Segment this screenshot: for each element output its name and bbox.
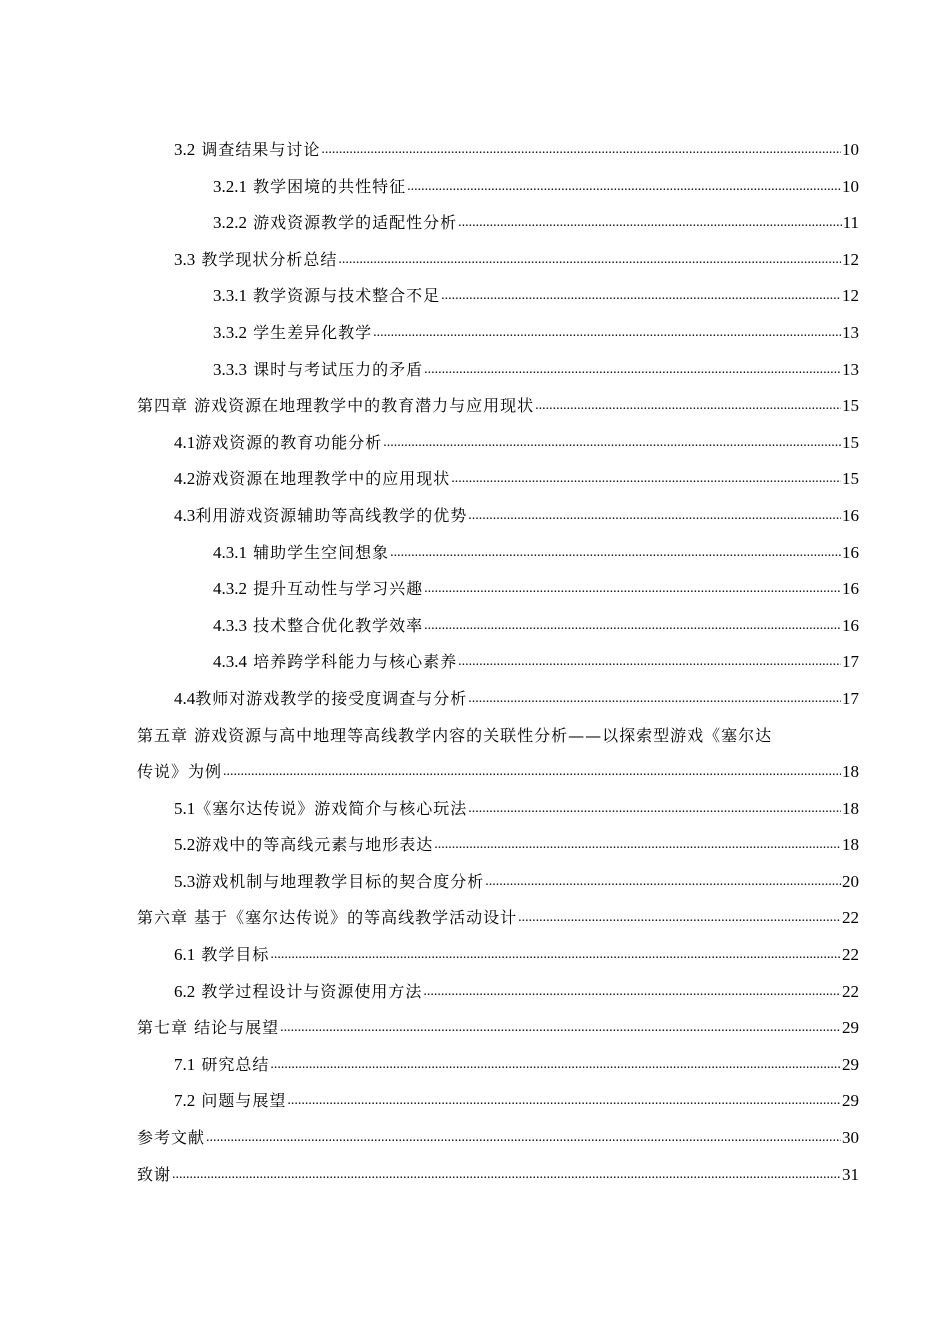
toc-entry-title	[213, 608, 423, 645]
toc-dot-leader	[280, 1010, 841, 1047]
toc-entry-number: 4.3.2	[213, 579, 247, 599]
toc-dot-leader	[270, 937, 841, 974]
toc-entry-chapter-6[interactable]	[137, 900, 859, 937]
toc-entry-text: 第七章 结论与展望	[137, 1018, 280, 1038]
toc-entry-title	[174, 1083, 286, 1120]
toc-entry-text: 第六章 基于《塞尔达传说》的等高线教学活动设计	[137, 908, 518, 928]
toc-page-number: 16	[842, 579, 859, 599]
toc-entry-text: 参考文献	[137, 1128, 206, 1148]
toc-page-number: 30	[842, 1128, 859, 1148]
toc-dot-leader	[535, 388, 841, 425]
toc-entry-title	[174, 425, 382, 462]
toc-entry-7-2[interactable]	[137, 1083, 859, 1120]
toc-entry-4-1[interactable]	[137, 425, 859, 462]
toc-entry-6-1[interactable]	[137, 937, 859, 974]
toc-entry-text: 游戏机制与地理教学目标的契合度分析	[195, 871, 485, 891]
toc-entry-4-2[interactable]	[137, 461, 859, 498]
toc-dot-leader	[458, 644, 841, 681]
toc-entry-number: 4.2	[174, 469, 196, 489]
toc-dot-leader	[321, 132, 841, 169]
toc-dot-leader	[383, 425, 841, 462]
toc-entry-text: 游戏资源在地理教学中的应用现状	[195, 469, 451, 489]
toc-entry-title	[213, 169, 406, 206]
toc-entry-title	[174, 1047, 269, 1084]
toc-entry-number: 6.1	[174, 945, 196, 965]
toc-entry-4-3-3[interactable]	[137, 608, 859, 645]
toc-entry-3-3[interactable]	[137, 242, 859, 279]
toc-page-number: 15	[842, 396, 859, 416]
toc-dot-leader	[287, 1083, 841, 1120]
toc-entry-title	[174, 827, 433, 864]
toc-dot-leader	[485, 864, 841, 901]
toc-entry-7-1[interactable]	[137, 1047, 859, 1084]
toc-entry-title	[213, 315, 372, 352]
toc-entry-text: 教师对游戏教学的接受度调查与分析	[195, 688, 468, 708]
toc-entry-references[interactable]	[137, 1120, 859, 1157]
toc-entry-text: 致谢	[137, 1164, 172, 1184]
toc-page-number: 13	[842, 359, 859, 379]
toc-dot-leader	[424, 571, 841, 608]
toc-page-number: 16	[842, 542, 859, 562]
toc-dot-leader	[223, 754, 841, 791]
toc-entry-number: 3.3.2	[213, 322, 247, 342]
toc-entry-number: 3.3.1	[213, 286, 247, 306]
toc-page-number: 13	[842, 322, 859, 342]
toc-entry-title	[213, 352, 423, 389]
toc-entry-title	[174, 132, 320, 169]
toc-page-number: 11	[842, 213, 859, 233]
toc-entry-number: 3.2	[174, 140, 196, 159]
toc-page-number: 29	[842, 1018, 859, 1038]
toc-entry-number: 4.3	[174, 505, 196, 525]
toc-dot-leader	[424, 352, 841, 389]
toc-dot-leader	[441, 278, 841, 315]
toc-entry-text: 研究总结	[201, 1054, 270, 1074]
toc-entry-text: 教学资源与技术整合不足	[253, 286, 441, 306]
toc-entry-5-2[interactable]	[137, 827, 859, 864]
toc-dot-leader	[390, 535, 841, 572]
toc-dot-leader	[451, 461, 841, 498]
toc-entry-number: 4.1	[174, 432, 196, 452]
toc-page-number: 17	[842, 688, 859, 708]
toc-entry-number: 7.1	[174, 1054, 196, 1074]
toc-entry-acknowledgements[interactable]	[137, 1157, 859, 1194]
toc-entry-title	[213, 571, 423, 608]
toc-entry-text: 辅助学生空间想象	[253, 542, 390, 562]
table-of-contents	[137, 132, 859, 1193]
toc-entry-5-3[interactable]	[137, 864, 859, 901]
toc-page-number: 10	[842, 140, 859, 159]
toc-entry-4-3-1[interactable]	[137, 535, 859, 572]
toc-entry-text: 学生差异化教学	[253, 322, 373, 342]
toc-entry-4-3[interactable]	[137, 498, 859, 535]
toc-entry-title	[174, 937, 269, 974]
toc-entry-text: 课时与考试压力的矛盾	[253, 359, 424, 379]
toc-page-number: 15	[842, 432, 859, 452]
toc-page-number: 20	[842, 871, 859, 891]
toc-dot-leader	[373, 315, 841, 352]
toc-entry-title	[174, 974, 422, 1011]
toc-entry-3-3-1[interactable]	[137, 278, 859, 315]
toc-entry-3-3-3[interactable]	[137, 352, 859, 389]
toc-entry-4-3-2[interactable]	[137, 571, 859, 608]
toc-entry-text: 《塞尔达传说》游戏简介与核心玩法	[195, 798, 468, 818]
toc-page-number: 22	[842, 908, 859, 928]
toc-page-number: 18	[842, 835, 859, 855]
toc-page-number: 22	[842, 945, 859, 965]
toc-entry-chapter-5[interactable]	[137, 754, 859, 791]
toc-entry-text: 问题与展望	[201, 1091, 287, 1111]
toc-dot-leader	[424, 608, 841, 645]
toc-page-number: 29	[842, 1054, 859, 1074]
toc-entry-text: 教学困境的共性特征	[253, 176, 407, 196]
toc-page-number: 29	[842, 1091, 859, 1111]
toc-entry-text: 教学目标	[201, 945, 270, 965]
toc-entry-number: 3.3.3	[213, 359, 247, 379]
toc-entry-number: 3.2.2	[213, 213, 247, 233]
toc-dot-leader	[468, 681, 841, 718]
toc-entry-text: 游戏资源的教育功能分析	[195, 432, 383, 452]
toc-entry-3-2-2[interactable]	[137, 205, 859, 242]
toc-entry-number: 4.3.4	[213, 652, 247, 672]
toc-page-number: 22	[842, 981, 859, 1001]
toc-entry-3-2-1[interactable]	[137, 169, 859, 206]
toc-dot-leader	[468, 498, 841, 535]
toc-dot-leader	[458, 205, 842, 242]
toc-entry-text: 教学现状分析总结	[201, 249, 338, 269]
toc-entry-chapter-5-line1[interactable]: 第五章 游戏资源与高中地理等高线教学内容的关联性分析——以探索型游戏《塞尔达	[137, 725, 773, 745]
toc-dot-leader	[338, 242, 841, 279]
toc-entry-text: 第四章 游戏资源在地理教学中的教育潜力与应用现状	[137, 396, 535, 416]
toc-entry-text: 提升互动性与学习兴趣	[253, 579, 424, 599]
toc-entry-text: 传说》为例	[137, 762, 223, 782]
toc-entry-title	[174, 242, 337, 279]
toc-page-number: 12	[842, 249, 859, 269]
toc-entry-title	[213, 205, 457, 242]
toc-dot-leader	[423, 974, 841, 1011]
toc-entry-text: 游戏中的等高线元素与地形表达	[195, 835, 434, 855]
toc-page-number: 10	[842, 176, 859, 196]
toc-entry-title	[174, 681, 467, 718]
toc-dot-leader	[468, 791, 841, 828]
toc-page-number: 17	[842, 652, 859, 672]
toc-page-number: 18	[842, 762, 859, 782]
toc-entry-title	[174, 864, 484, 901]
toc-page-number: 31	[842, 1164, 859, 1184]
toc-entry-title	[213, 535, 389, 572]
toc-entry-text: 利用游戏资源辅助等高线教学的优势	[195, 505, 468, 525]
toc-dot-leader	[434, 827, 841, 864]
toc-dot-leader	[518, 900, 841, 937]
toc-entry-4-4[interactable]	[137, 681, 859, 718]
toc-entry-text: 技术整合优化教学效率	[253, 615, 424, 635]
toc-page-number: 16	[842, 615, 859, 635]
toc-entry-title	[213, 644, 457, 681]
toc-entry-chapter-4[interactable]	[137, 388, 859, 425]
toc-dot-leader	[270, 1047, 841, 1084]
toc-entry-6-2[interactable]	[137, 974, 859, 1011]
toc-entry-number: 3.2.1	[213, 176, 247, 196]
toc-entry-number: 5.1	[174, 798, 196, 818]
toc-page-number: 12	[842, 286, 859, 306]
toc-entry-5-1[interactable]	[137, 791, 859, 828]
toc-entry-number: 4.3.3	[213, 615, 247, 635]
toc-entry-title	[174, 791, 467, 828]
toc-page-number: 15	[842, 469, 859, 489]
toc-entry-3-2[interactable]	[137, 132, 859, 169]
toc-entry-title	[174, 461, 450, 498]
toc-entry-text: 调查结果与讨论	[201, 140, 321, 159]
toc-entry-title	[174, 498, 467, 535]
toc-entry-text: 培养跨学科能力与核心素养	[253, 652, 458, 672]
toc-dot-leader	[407, 169, 841, 206]
toc-entry-text: 教学过程设计与资源使用方法	[201, 981, 423, 1001]
toc-entry-number: 4.3.1	[213, 542, 247, 562]
toc-entry-4-3-4[interactable]	[137, 644, 859, 681]
toc-entry-number: 3.3	[174, 249, 196, 269]
toc-entry-text: 游戏资源教学的适配性分析	[253, 213, 458, 233]
toc-entry-number: 4.4	[174, 688, 196, 708]
toc-entry-number: 6.2	[174, 981, 196, 1001]
toc-entry-number: 5.3	[174, 871, 196, 891]
toc-entry-number: 7.2	[174, 1091, 196, 1111]
toc-entry-chapter-7[interactable]	[137, 1010, 859, 1047]
toc-entry-number: 5.2	[174, 835, 196, 855]
toc-page-number: 16	[842, 505, 859, 525]
toc-entry-title	[213, 278, 440, 315]
toc-dot-leader	[172, 1157, 841, 1194]
toc-entry-3-3-2[interactable]	[137, 315, 859, 352]
toc-page-number: 18	[842, 798, 859, 818]
toc-dot-leader	[206, 1120, 841, 1157]
